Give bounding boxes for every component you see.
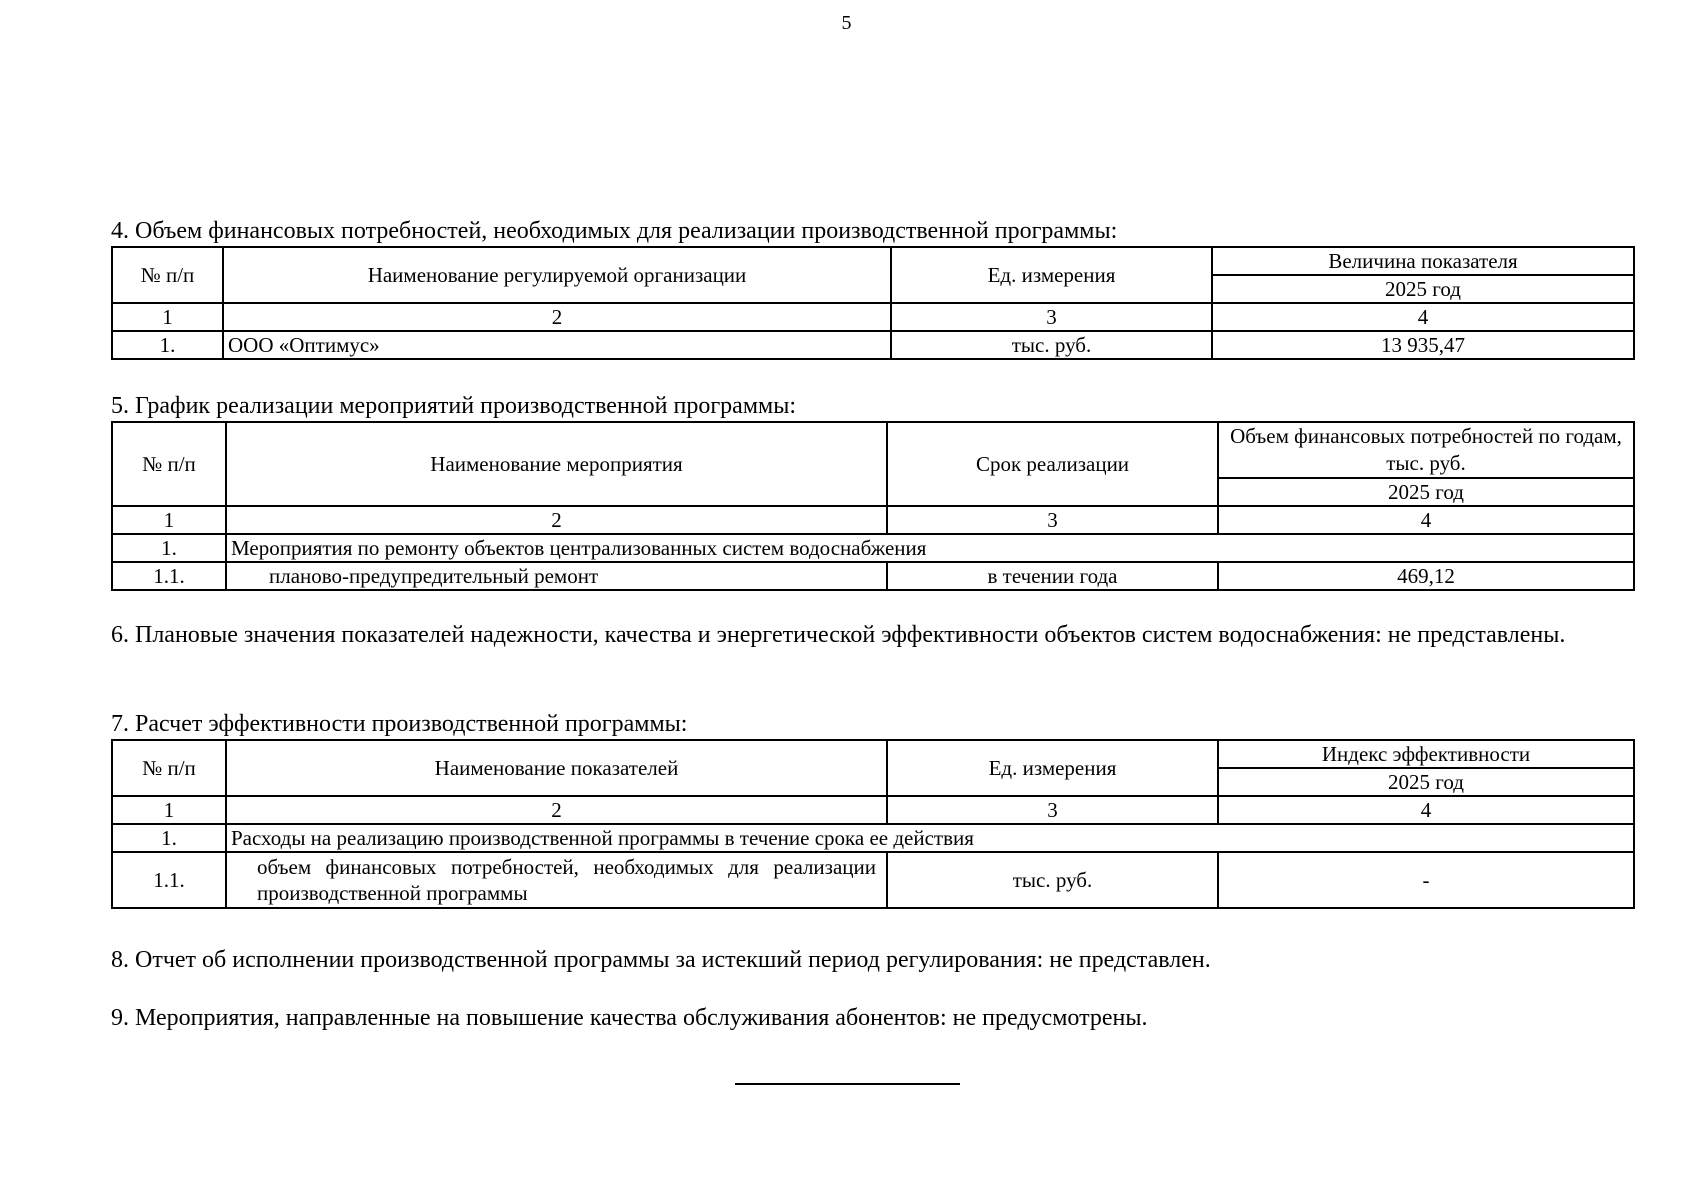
- row-value: -: [1218, 852, 1634, 908]
- table-group-row: [112, 824, 1634, 852]
- header-num: № п/п: [112, 422, 226, 506]
- section-7: [111, 711, 1633, 909]
- header-unit: Ед. измерения: [891, 247, 1212, 303]
- section-4: [111, 218, 1633, 360]
- schedule-table: [111, 421, 1635, 591]
- col-number: 2: [223, 303, 891, 331]
- group-name: Мероприятия по ремонту объектов централизованных систем водоснабжения: [226, 534, 1634, 562]
- col-number: 3: [887, 506, 1218, 534]
- col-number: 2: [226, 796, 887, 824]
- row-term: в течении года: [887, 562, 1218, 590]
- row-num: 1.1.: [112, 562, 226, 590]
- header-term: Срок реализации: [887, 422, 1218, 506]
- header-value: Объем финансовых потребностей по годам, тыс. руб.: [1218, 422, 1634, 478]
- row-num: 1.: [112, 331, 223, 359]
- col-number: 1: [112, 506, 226, 534]
- col-number: 4: [1218, 796, 1634, 824]
- header-unit: Ед. измерения: [887, 740, 1218, 796]
- row-value: 13 935,47: [1212, 331, 1634, 359]
- section-7-heading: 7. Расчет эффективности производственной программы:: [111, 711, 688, 737]
- header-value: Величина показателя: [1212, 247, 1634, 275]
- header-indicator-name: Наименование показателей: [226, 740, 887, 796]
- header-year: 2025 год: [1218, 768, 1634, 796]
- col-number: 4: [1212, 303, 1634, 331]
- section-8-text: 8. Отчет об исполнении производственной программы за истекший период регулирования: не представлен.: [111, 947, 1211, 973]
- header-year: 2025 год: [1212, 275, 1634, 303]
- col-number: 2: [226, 506, 887, 534]
- row-org-name: ООО «Оптимус»: [223, 331, 891, 359]
- section-9-text: 9. Мероприятия, направленные на повышение качества обслуживания абонентов: не предусмотрены.: [111, 1005, 1148, 1031]
- row-num: 1.1.: [112, 852, 226, 908]
- header-index: Индекс эффективности: [1218, 740, 1634, 768]
- group-num: 1.: [112, 824, 226, 852]
- row-unit: тыс. руб.: [887, 852, 1218, 908]
- table-row: [112, 562, 1634, 590]
- col-number: 3: [891, 303, 1212, 331]
- col-number: 1: [112, 303, 223, 331]
- header-org-name: Наименование регулируемой организации: [223, 247, 891, 303]
- header-num: № п/п: [112, 740, 226, 796]
- col-number: 4: [1218, 506, 1634, 534]
- group-name: Расходы на реализацию производственной программы в течение срока ее действия: [226, 824, 1634, 852]
- section-4-heading: 4. Объем финансовых потребностей, необходимых для реализации производственной программы:: [111, 218, 1118, 244]
- section-6-text: 6. Плановые значения показателей надежности, качества и энергетической эффективности объектов систем водоснабжения: не представлены.: [111, 622, 1566, 648]
- row-indicator-name: объем финансовых потребностей, необходимых для реализации производственной программы: [226, 852, 887, 908]
- header-year: 2025 год: [1218, 478, 1634, 506]
- table-row: [112, 852, 1634, 908]
- financial-needs-table: [111, 246, 1635, 360]
- section-5: [111, 393, 1633, 591]
- page-number: 5: [841, 12, 852, 34]
- header-activity-name: Наименование мероприятия: [226, 422, 887, 506]
- group-num: 1.: [112, 534, 226, 562]
- col-number: 3: [887, 796, 1218, 824]
- row-unit: тыс. руб.: [891, 331, 1212, 359]
- row-activity-name: планово-предупредительный ремонт: [226, 562, 887, 590]
- efficiency-table: [111, 739, 1635, 909]
- table-row: [112, 331, 1634, 359]
- header-num: № п/п: [112, 247, 223, 303]
- col-number: 1: [112, 796, 226, 824]
- closing-divider: [735, 1083, 960, 1085]
- row-value: 469,12: [1218, 562, 1634, 590]
- section-5-heading: 5. График реализации мероприятий производственной программы:: [111, 393, 796, 419]
- table-group-row: [112, 534, 1634, 562]
